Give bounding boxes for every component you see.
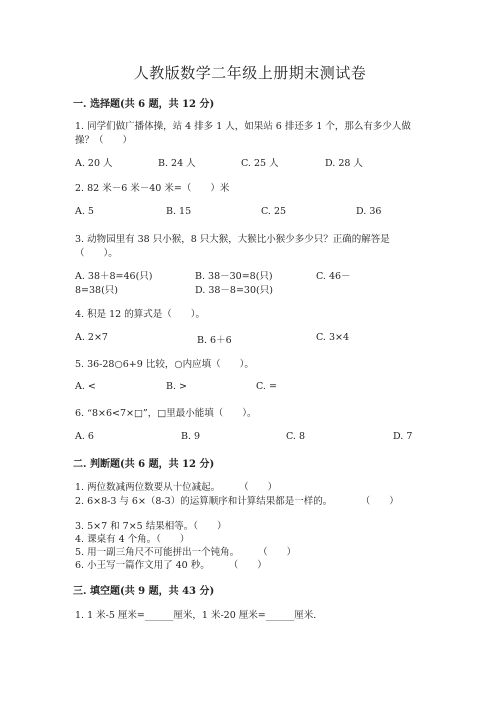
question-3-option-d: D. 38－8=30(只): [195, 285, 273, 296]
question-2-option-b: B. 15: [166, 206, 192, 217]
question-2-option-d: D. 36: [356, 206, 382, 217]
question-3-option-c-cont: 8=38(只): [75, 285, 119, 296]
question-6-text: 6. “8×6<7×□”，□里最小能填（ ）。: [75, 408, 257, 419]
question-3-option-a: A. 38＋8=46(只): [75, 271, 153, 282]
fill-1-text: 1. 1 米-5 厘米=______厘米，1 米-20 厘米=______厘米.: [75, 610, 317, 621]
question-5-text: 5. 36-28○6+9 比较，○内应填（ ）。: [75, 359, 254, 370]
question-1-text-cont: 操？（ ）: [75, 135, 133, 146]
question-6-option-a: A. 6: [75, 431, 94, 442]
question-1-option-c: C. 25 人: [241, 158, 279, 169]
question-3-option-c: C. 46－: [316, 271, 351, 282]
judge-5-text: 5. 用一副三角尺不可能拼出一个钝角。 （ ）: [75, 547, 297, 558]
question-3-text-cont: （ ）。: [75, 248, 118, 259]
section-heading-judge: 二. 判断题(共 6 题，共 12 分): [73, 459, 215, 470]
question-4-text: 4. 积是 12 的算式是（ ）。: [75, 309, 205, 320]
section-heading-fill: 三. 填空题(共 9 题，共 43 分): [73, 586, 215, 597]
question-4-option-a: A. 2×7: [75, 332, 108, 343]
question-3-text: 3. 动物园里有 38 只小猴，8 只大猴，大猴比小猴少多少只？正确的解答是: [75, 234, 390, 245]
judge-4-text: 4. 课桌有 4 个角。（ ）: [75, 534, 190, 545]
question-6-option-b: B. 9: [181, 431, 201, 442]
section-heading-choice: 一. 选择题(共 6 题，共 12 分): [73, 99, 215, 110]
question-1-option-a: A. 20 人: [75, 158, 113, 169]
question-6-option-c: C. 8: [286, 431, 306, 442]
question-6-option-d: D. 7: [393, 431, 413, 442]
question-3-option-b: B. 38－30=8(只): [195, 271, 273, 282]
question-5-option-c: C. =: [256, 381, 277, 392]
question-5-option-a: A. <: [75, 381, 96, 392]
question-4-option-c: C. 3×4: [316, 332, 350, 343]
question-4-option-b: B. 6＋6: [197, 335, 232, 346]
question-2-text: 2. 82 米－6 米－40 米=（ ）米: [75, 183, 230, 194]
question-1-option-b: B. 24 人: [158, 158, 196, 169]
question-2-option-c: C. 25: [261, 206, 287, 217]
judge-6-text: 6. 小王写一篇作文用了 40 秒。 （ ）: [75, 560, 267, 571]
judge-1-text: 1. 两位数减两位数要从十位减起。 （ ）: [75, 482, 278, 493]
question-2-option-a: A. 5: [75, 206, 94, 217]
question-5-option-b: B. >: [166, 381, 187, 392]
question-1-text: 1. 同学们做广播体操，站 4 排多 1 人，如果站 6 排还多 1 个，那么有多少人做: [75, 121, 411, 132]
judge-3-text: 3. 5×7 和 7×5 结果相等。（ ）: [75, 521, 227, 532]
question-1-option-d: D. 28 人: [325, 158, 363, 169]
judge-2-text: 2. 6×8-3 与 6×（8-3）的运算顺序和计算结果都是一样的。 （ ）: [75, 496, 399, 507]
page-title: 人教版数学二年级上册期末测试卷: [133, 64, 367, 82]
